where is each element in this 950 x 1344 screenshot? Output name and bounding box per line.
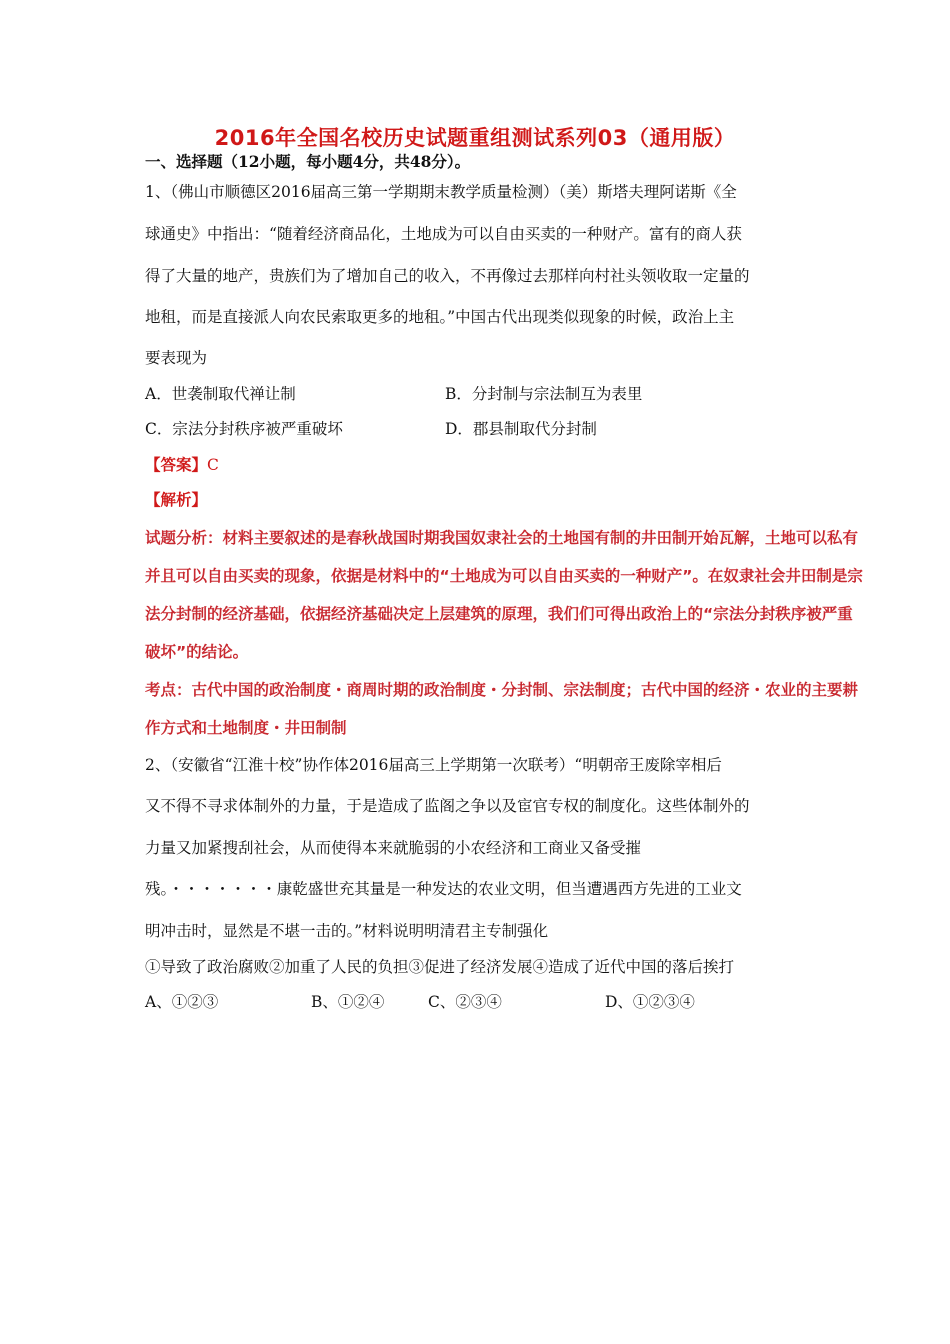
q1-line-2: 球通史》中指出：“随着经济商品化，土地成为可以自由买卖的一种财产。富有的商人获 xyxy=(145,225,742,243)
q1-option-b: B．分封制与宗法制互为表里 xyxy=(445,385,643,403)
q2-line-4: 残。・・・・・・・康乾盛世充其量是一种发达的农业文明，但当遭遇西方先进的工业文 xyxy=(145,880,742,898)
q1-answer xyxy=(145,453,219,475)
analysis-body xyxy=(145,519,935,747)
q2-option-d: D、①②③④ xyxy=(605,993,695,1011)
analysis-tag: 【解析】 xyxy=(145,490,208,509)
q2-option-b: B、①②④ xyxy=(311,993,385,1011)
q2-line-1: 2、（安徽省“江淮十校”协作体2016届高三上学期第一次联考）“明朝帝王废除宰相后 xyxy=(145,756,722,774)
analysis-line: 破坏”的结论。 xyxy=(145,643,249,661)
q1-line-3: 得了大量的地产，贵族们为了增加自己的收入，不再像过去那样向村社头领收取一定量的 xyxy=(145,267,750,285)
section-heading: 一、选择题（12小题，每小题4分，共48分）。 xyxy=(145,152,471,171)
q1-option-a: A．世袭制取代禅让制 xyxy=(145,385,296,403)
analysis-line: 考点：古代中国的政治制度・商周时期的政治制度・分封制、宗法制度；古代中国的经济・农业的主要耕 xyxy=(145,681,859,699)
q1-line-1: 1、（佛山市顺德区2016届高三第一学期期末教学质量检测）（美）斯塔夫理阿诺斯《全 xyxy=(145,183,737,201)
answer-value: C xyxy=(207,456,219,474)
q1-option-c: C．宗法分封秩序被严重破坏 xyxy=(145,420,343,438)
q2-line-3: 力量又加紧搜刮社会，从而使得本来就脆弱的小农经济和工商业又备受摧 xyxy=(145,839,642,857)
q2-line-2: 又不得不寻求体制外的力量，于是造成了监阁之争以及宦官专权的制度化。这些体制外的 xyxy=(145,797,750,815)
analysis-line: 作方式和土地制度・井田制制 xyxy=(145,719,347,737)
analysis-line: 法分封制的经济基础，依据经济基础决定上层建筑的原理，我们们可得出政治上的“宗法分封秩序被严重 xyxy=(145,605,853,623)
q2-option-a: A、①②③ xyxy=(145,993,219,1011)
q1-option-d: D．郡县制取代分封制 xyxy=(445,420,597,438)
q1-line-4: 地租，而是直接派人向农民索取更多的地租。”中国古代出现类似现象的时候，政治上主 xyxy=(145,308,735,326)
q2-statements: ①导致了政治腐败②加重了人民的负担③促进了经济发展④造成了近代中国的落后挨打 xyxy=(145,958,735,976)
answer-tag: 【答案】 xyxy=(145,455,208,474)
q2-line-5: 明冲击时，显然是不堪一击的。”材料说明明清君主专制强化 xyxy=(145,922,549,940)
analysis-line: 试题分析：材料主要叙述的是春秋战国时期我国奴隶社会的土地国有制的井田制开始瓦解，土地可以私有 xyxy=(145,529,859,547)
q2-option-c: C、②③④ xyxy=(428,993,502,1011)
q1-line-5: 要表现为 xyxy=(145,349,208,367)
analysis-line: 并且可以自由买卖的现象，依据是材料中的“土地成为可以自由买卖的一种财产”。在奴隶社会井田制是宗 xyxy=(145,567,863,585)
document-title: 2016年全国名校历史试题重组测试系列03（通用版） xyxy=(214,126,736,150)
